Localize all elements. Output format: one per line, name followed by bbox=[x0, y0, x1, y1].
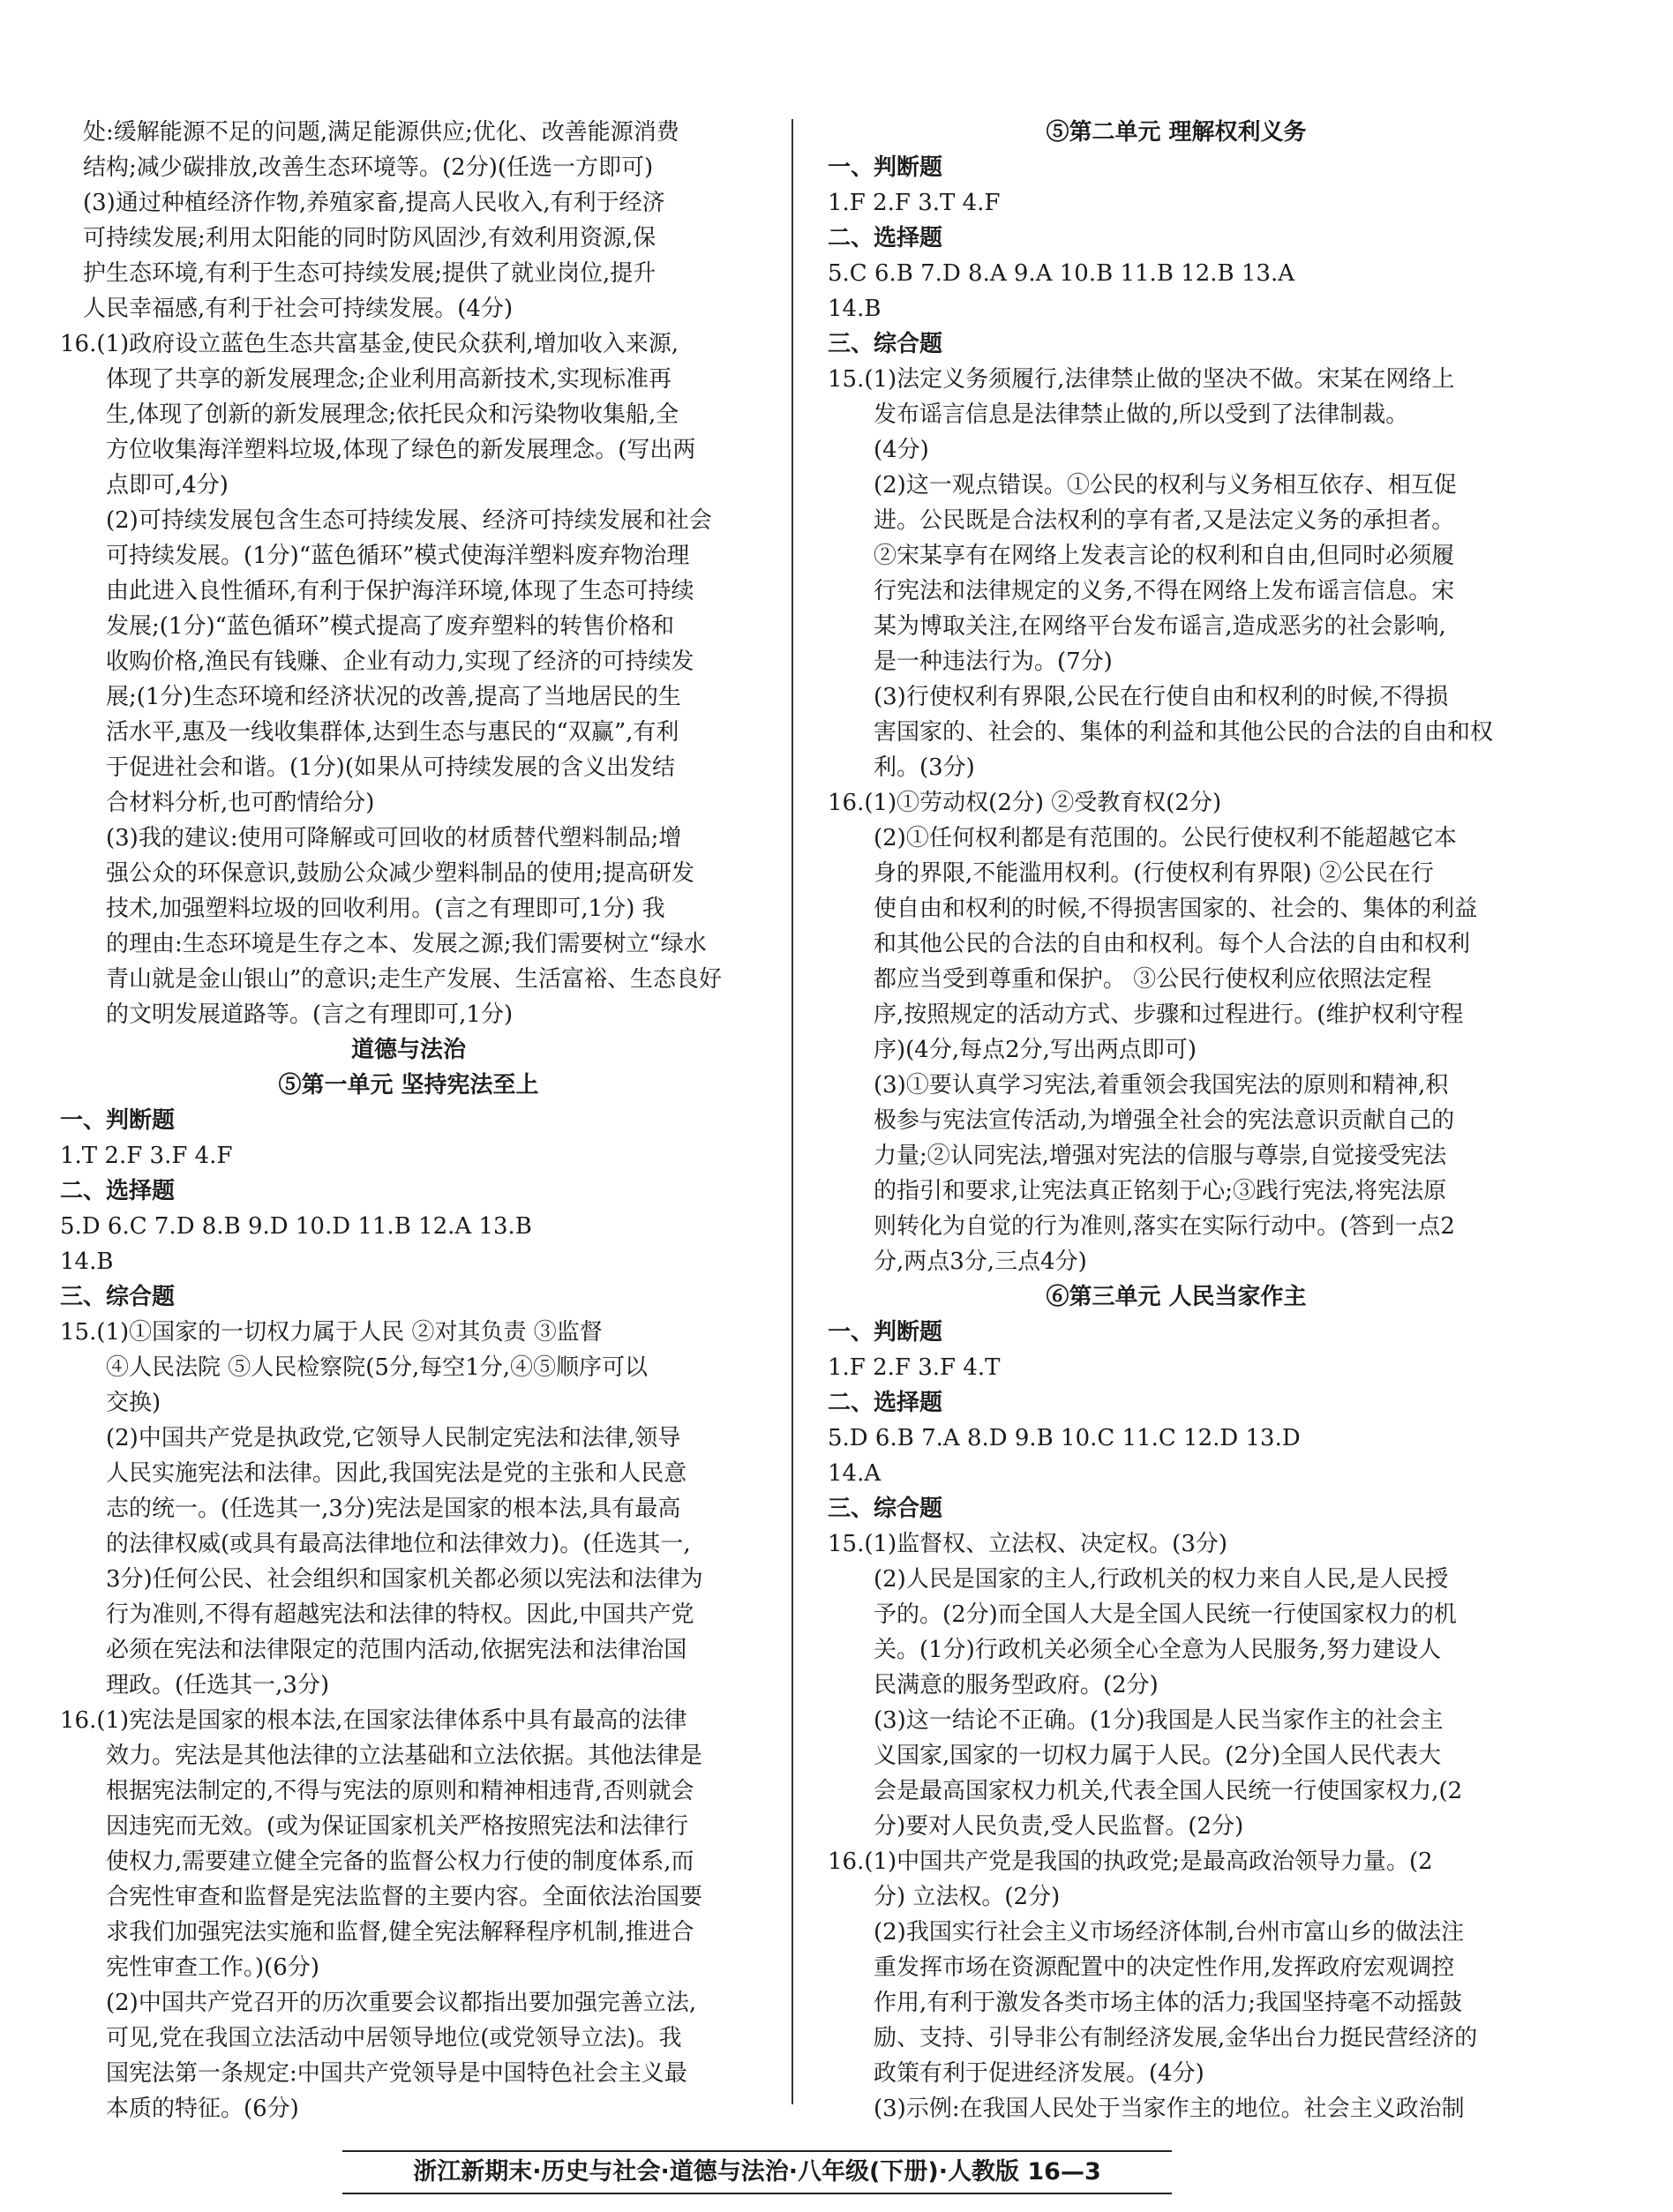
section-heading: 三、综合题 bbox=[828, 331, 943, 357]
text-line: 展;(1分)生态环境和经济状况的改善,提高了当地居民的生 bbox=[106, 684, 681, 710]
text-line: (2)这一观点错误。①公民的权利与义务相互依存、相互促 bbox=[874, 472, 1457, 499]
text-line: 1.F 2.F 3.T 4.F bbox=[828, 190, 1001, 216]
text-line: 会是最高国家权力机关,代表全国人民统一行使国家权力,(2 bbox=[874, 1778, 1463, 1804]
text-line: (2)我国实行社会主义市场经济体制,台州市富山乡的做法注 bbox=[874, 1919, 1465, 1946]
section-heading: 三、综合题 bbox=[828, 1496, 943, 1522]
text-line: (2)①任何权利都是有范围的。公民行使权利不能超越它本 bbox=[874, 825, 1457, 851]
text-line: 16.(1)政府设立蓝色生态共富基金,使民众获利,增加收入来源, bbox=[60, 331, 679, 357]
text-line: 体现了共享的新发展理念;企业利用高新技术,实现标准再 bbox=[106, 366, 672, 393]
section-heading: 二、选择题 bbox=[828, 225, 943, 251]
text-line: 义国家,国家的一切权力属于人民。(2分)全国人民代表大 bbox=[874, 1743, 1442, 1769]
text-line: 于促进社会和谐。(1分)(如果从可持续发展的含义出发结 bbox=[106, 754, 675, 781]
text-line: 的指引和要求,让宪法真正铭刻于心;③践行宪法,将宪法原 bbox=[874, 1178, 1447, 1204]
text-line: 人民幸福感,有利于社会可持续发展。(4分) bbox=[83, 296, 514, 322]
text-line: 使权力,需要建立健全完备的监督公权力行使的制度体系,而 bbox=[106, 1848, 694, 1875]
text-line: 使自由和权利的时候,不得损害国家的、社会的、集体的利益 bbox=[874, 896, 1478, 922]
text-line: 励、支持、引导非公有制经济发展,金华出台力挺民营经济的 bbox=[874, 2025, 1478, 2051]
text-line: 宪性审查工作。)(6分) bbox=[106, 1954, 319, 1981]
text-line: 15.(1)①国家的一切权力属于人民 ②对其负责 ③监督 bbox=[60, 1319, 603, 1346]
text-line: (3)通过种植经济作物,养殖家畜,提高人民收入,有利于经济 bbox=[83, 190, 665, 216]
text-line: 身的界限,不能滥用权利。(行使权利有界限) ②公民在行 bbox=[874, 860, 1434, 887]
text-line: (2)人民是国家的主人,行政机关的权力来自人民,是人民授 bbox=[874, 1566, 1449, 1593]
text-line: (3)我的建议:使用可降解或可回收的材质替代塑料制品;增 bbox=[106, 825, 682, 851]
unit-title: ⑤第二单元 理解权利义务 bbox=[1046, 119, 1307, 146]
text-line: 行为准则,不得有超越宪法和法律的特权。因此,中国共产党 bbox=[106, 1601, 694, 1628]
page-footer: 浙江新期末·历史与社会·道德与法治·八年级(下册)·人教版 16—3 bbox=[342, 2150, 1172, 2194]
text-line: 护生态环境,有利于生态可持续发展;提供了就业岗位,提升 bbox=[83, 260, 656, 287]
section-heading: 二、选择题 bbox=[60, 1178, 176, 1204]
text-line: 收购价格,渔民有钱赚、企业有动力,实现了经济的可持续发 bbox=[106, 649, 694, 675]
text-line: 害国家的、社会的、集体的利益和其他公民的合法的自由和权 bbox=[874, 719, 1494, 746]
text-line: 必须在宪法和法律限定的范围内活动,依据宪法和法律治国 bbox=[106, 1637, 687, 1663]
text-line: 15.(1)监督权、立法权、决定权。(3分) bbox=[828, 1531, 1228, 1557]
text-line: 14.B bbox=[60, 1248, 114, 1275]
text-line: 行宪法和法律规定的义务,不得在网络上发布谣言信息。宋 bbox=[874, 578, 1455, 604]
text-line: 1.F 2.F 3.F 4.T bbox=[828, 1354, 1001, 1381]
section-heading: 一、判断题 bbox=[60, 1107, 176, 1134]
text-line: 政策有利于促进经济发展。(4分) bbox=[874, 2060, 1204, 2087]
text-line: 可见,党在我国立法活动中居领导地位(或党领导立法)。我 bbox=[106, 2025, 682, 2051]
text-line: 发布谣言信息是法律禁止做的,所以受到了法律制裁。 bbox=[874, 401, 1409, 428]
text-line: 进。公民既是合法权利的享有者,又是法定义务的承担者。 bbox=[874, 507, 1455, 534]
text-line: (2)可持续发展包含生态可持续发展、经济可持续发展和社会 bbox=[106, 507, 712, 534]
text-line: 14.A bbox=[828, 1460, 882, 1487]
text-line: 予的。(2分)而全国人大是全国人民统一行使国家权力的机 bbox=[874, 1601, 1457, 1628]
text-line: 活水平,惠及一线收集群体,达到生态与惠民的“双赢”,有利 bbox=[106, 719, 679, 746]
text-line: 的法律权威(或具有最高法律地位和法律效力)。(任选其一, bbox=[106, 1531, 691, 1557]
text-line: 求我们加强宪法实施和监督,健全宪法解释程序机制,推进合 bbox=[106, 1919, 694, 1946]
unit-title: 道德与法治 bbox=[350, 1037, 466, 1063]
text-line: 和其他公民的合法的自由和权利。每个人合法的自由和权利 bbox=[874, 931, 1471, 957]
text-line: 技术,加强塑料垃圾的回收利用。(言之有理即可,1分) 我 bbox=[106, 896, 665, 922]
text-line: 5.C 6.B 7.D 8.A 9.A 10.B 11.B 12.B 13.A bbox=[828, 260, 1295, 287]
text-line: 作用,有利于激发各类市场主体的活力;我国坚持毫不动摇鼓 bbox=[874, 1990, 1463, 2016]
text-line: 方位收集海洋塑料垃圾,体现了绿色的新发展理念。(写出两 bbox=[106, 437, 696, 463]
section-heading: 一、判断题 bbox=[828, 1319, 943, 1346]
text-line: 16.(1)中国共产党是我国的执政党;是最高政治领导力量。(2 bbox=[828, 1848, 1433, 1875]
text-line: 分) 立法权。(2分) bbox=[874, 1884, 1061, 1910]
text-line: 志的统一。(任选其一,3分)宪法是国家的根本法,具有最高 bbox=[106, 1496, 681, 1522]
text-line: 生,体现了创新的新发展理念;依托民众和污染物收集船,全 bbox=[106, 401, 679, 428]
text-line: (4分) bbox=[874, 437, 929, 463]
text-line: 处:缓解能源不足的问题,满足能源供应;优化、改善能源消费 bbox=[83, 119, 679, 146]
text-line: 极参与宪法宣传活动,为增强全社会的宪法意识贡献自己的 bbox=[874, 1107, 1455, 1134]
text-line: (3)行使权利有界限,公民在行使自由和权利的时候,不得损 bbox=[874, 684, 1449, 710]
text-line: 关。(1分)行政机关必须全心全意为人民服务,努力建设人 bbox=[874, 1637, 1442, 1663]
text-line: 合宪性审查和监督是宪法监督的主要内容。全面依法治国要 bbox=[106, 1884, 703, 1910]
text-line: 可持续发展。(1分)“蓝色循环”模式使海洋塑料废弃物治理 bbox=[106, 543, 690, 569]
text-line: 14.B bbox=[828, 296, 882, 322]
text-line: ④人民法院 ⑤人民检察院(5分,每空1分,④⑤顺序可以 bbox=[106, 1354, 649, 1381]
text-line: 利。(3分) bbox=[874, 754, 975, 781]
text-line: 效力。宪法是其他法律的立法基础和立法依据。其他法律是 bbox=[106, 1743, 703, 1769]
text-line: 发展;(1分)“蓝色循环”模式提高了废弃塑料的转售价格和 bbox=[106, 613, 675, 640]
text-line: 的文明发展道路等。(言之有理即可,1分) bbox=[106, 1001, 514, 1028]
text-line: 人民实施宪法和法律。因此,我国宪法是党的主张和人民意 bbox=[106, 1460, 687, 1487]
text-line: 的理由:生态环境是生存之本、发展之源;我们需要树立“绿水 bbox=[106, 931, 707, 957]
text-line: 国宪法第一条规定:中国共产党领导是中国特色社会主义最 bbox=[106, 2060, 687, 2087]
unit-title: ⑤第一单元 坚持宪法至上 bbox=[278, 1072, 539, 1099]
unit-title: ⑥第三单元 人民当家作主 bbox=[1046, 1284, 1307, 1310]
text-line: 点即可,4分) bbox=[106, 472, 229, 499]
text-line: 3分)任何公民、社会组织和国家机关都必须以宪法和法律为 bbox=[106, 1566, 703, 1593]
left-column bbox=[60, 115, 757, 2126]
text-line: 可持续发展;利用太阳能的同时防风固沙,有效利用资源,保 bbox=[83, 225, 656, 251]
text-line: 本质的特征。(6分) bbox=[106, 2096, 299, 2122]
text-line: 民满意的服务型政府。(2分) bbox=[874, 1672, 1159, 1698]
right-column bbox=[828, 115, 1525, 2126]
text-line: (3)这一结论不正确。(1分)我国是人民当家作主的社会主 bbox=[874, 1707, 1444, 1734]
text-line: 由此进入良性循环,有利于保护海洋环境,体现了生态可持续 bbox=[106, 578, 694, 604]
text-line: 16.(1)宪法是国家的根本法,在国家法律体系中具有最高的法律 bbox=[60, 1707, 687, 1734]
text-line: 交换) bbox=[106, 1390, 161, 1416]
text-line: ②宋某享有在网络上发表言论的权利和自由,但同时必须履 bbox=[874, 543, 1455, 569]
section-heading: 三、综合题 bbox=[60, 1284, 176, 1310]
text-line: 因违宪而无效。(或为保证国家机关严格按照宪法和法律行 bbox=[106, 1813, 689, 1840]
text-line: 分)要对人民负责,受人民监督。(2分) bbox=[874, 1813, 1244, 1840]
text-line: (2)中国共产党是执政党,它领导人民制定宪法和法律,领导 bbox=[106, 1425, 681, 1451]
text-line: 5.D 6.C 7.D 8.B 9.D 10.D 11.B 12.A 13.B bbox=[60, 1213, 532, 1240]
text-line: 重发挥市场在资源配置中的决定性作用,发挥政府宏观调控 bbox=[874, 1954, 1455, 1981]
text-line: 16.(1)①劳动权(2分) ②受教育权(2分) bbox=[828, 790, 1222, 816]
text-line: 15.(1)法定义务须履行,法律禁止做的坚决不做。宋某在网络上 bbox=[828, 366, 1455, 393]
text-line: 根据宪法制定的,不得与宪法的原则和精神相违背,否则就会 bbox=[106, 1778, 694, 1804]
text-line: 某为博取关注,在网络平台发布谣言,造成恶劣的社会影响, bbox=[874, 613, 1446, 640]
text-line: 是一种违法行为。(7分) bbox=[874, 649, 1113, 675]
text-line: 合材料分析,也可酌情给分) bbox=[106, 790, 375, 816]
text-line: 序)(4分,每点2分,写出两点即可) bbox=[874, 1037, 1197, 1063]
text-line: (3)①要认真学习宪法,着重领会我国宪法的原则和精神,积 bbox=[874, 1072, 1449, 1099]
text-line: 则转化为自觉的行为准则,落实在实际行动中。(答到一点2 bbox=[874, 1213, 1455, 1240]
text-line: 都应当受到尊重和保护。 ③公民行使权利应依照法定程 bbox=[874, 966, 1432, 993]
section-heading: 二、选择题 bbox=[828, 1390, 943, 1416]
text-line: 5.D 6.B 7.A 8.D 9.B 10.C 11.C 12.D 13.D bbox=[828, 1425, 1301, 1451]
text-line: 1.T 2.F 3.F 4.F bbox=[60, 1143, 233, 1169]
text-line: 序,按照规定的活动方式、步骤和过程进行。(维护权利守程 bbox=[874, 1001, 1464, 1028]
text-line: 结构;减少碳排放,改善生态环境等。(2分)(任选一方即可) bbox=[83, 154, 654, 181]
text-line: (2)中国共产党召开的历次重要会议都指出要加强完善立法, bbox=[106, 1990, 697, 2016]
column-divider bbox=[791, 119, 793, 2104]
text-line: 强公众的环保意识,鼓励公众减少塑料制品的使用;提高研发 bbox=[106, 860, 695, 887]
text-line: (3)示例:在我国人民处于当家作主的地位。社会主义政治制 bbox=[874, 2096, 1465, 2122]
text-line: 青山就是金山银山”的意识;走生产发展、生活富裕、生态良好 bbox=[106, 966, 723, 993]
text-line: 力量;②认同宪法,增强对宪法的信服与尊崇,自觉接受宪法 bbox=[874, 1143, 1447, 1169]
text-line: 理政。(任选其一,3分) bbox=[106, 1672, 330, 1698]
text-line: 分,两点3分,三点4分) bbox=[874, 1248, 1087, 1275]
section-heading: 一、判断题 bbox=[828, 154, 943, 181]
